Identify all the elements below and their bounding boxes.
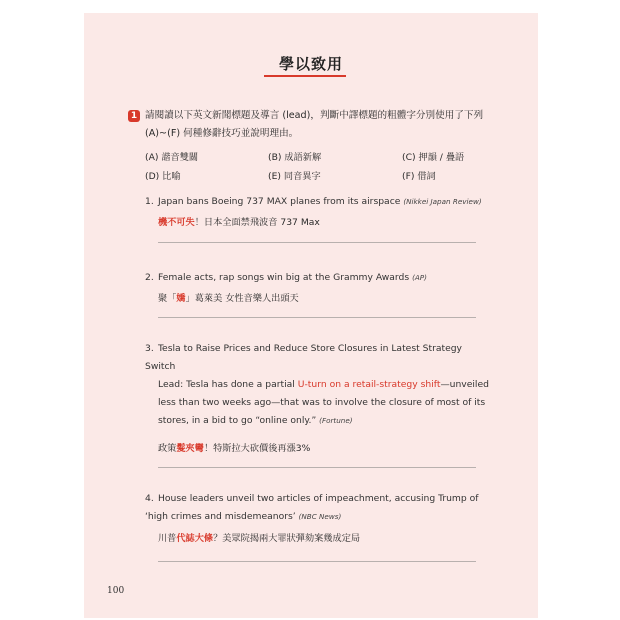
- news-source: (AP): [412, 273, 427, 282]
- chinese-title-prefix: 聚「: [158, 293, 177, 304]
- headline-text: Japan bans Boeing 737 MAX planes from its airspace: [158, 196, 401, 207]
- highlighted-phrase: 嬌: [176, 293, 186, 304]
- item-3-lead: [158, 376, 490, 430]
- book-page: [84, 13, 538, 618]
- item-number: 2.: [145, 272, 154, 283]
- question-number-badge: 1: [128, 110, 140, 122]
- option-e: (E) 同音異字: [268, 171, 321, 182]
- page-number: 100: [107, 586, 125, 596]
- item-4-chinese-title: [158, 530, 360, 544]
- option-b: (B) 成語新解: [268, 152, 322, 163]
- chinese-title-prefix: 川普: [158, 533, 177, 544]
- highlighted-phrase: 代誌大條: [176, 533, 214, 544]
- option-f: (F) 借詞: [402, 171, 436, 182]
- answer-line: [158, 317, 476, 318]
- lead-text-cont: —unveiled less than two weeks ago—that was to involve the closure of most of its stores, in a bid to go “online only.”: [158, 379, 489, 426]
- option-a: (A) 諧音雙關: [145, 152, 199, 163]
- item-3-chinese-title: [158, 440, 310, 454]
- highlighted-phrase: 機不可失: [158, 217, 195, 228]
- title-underline: [264, 75, 346, 77]
- item-2-headline: [145, 269, 490, 287]
- answer-line: [158, 561, 476, 562]
- item-number: 1.: [145, 196, 154, 207]
- highlighted-phrase: 髮夾彎: [176, 443, 204, 454]
- item-1-headline: [145, 193, 490, 211]
- item-1-chinese-title: [158, 214, 320, 228]
- page-title: 學以致用: [278, 55, 343, 73]
- chinese-title-prefix: 政策: [158, 443, 177, 454]
- headline-text: Tesla to Raise Prices and Reduce Store Closures in Latest Strategy Switch: [145, 343, 462, 372]
- item-4-headline: [145, 490, 490, 526]
- headline-text: House leaders unveil two articles of impeachment, accusing Trump of ‘high crimes and misdemeanors’: [145, 493, 479, 522]
- chinese-title-rest: ？美眾院揭兩大罪狀彈劾案幾成定局: [213, 533, 361, 544]
- headline-text: Female acts, rap songs win big at the Grammy Awards: [158, 272, 410, 283]
- lead-highlight: U-turn on a retail-strategy shift: [297, 379, 441, 390]
- answer-line: [158, 467, 476, 468]
- chinese-title-rest: ！日本全面禁飛波音 737 Max: [194, 217, 320, 228]
- news-source: (NBC News): [298, 512, 342, 521]
- answer-line: [158, 242, 476, 243]
- option-d: (D) 比喻: [145, 171, 181, 182]
- item-number: 3.: [145, 343, 154, 354]
- option-c: (C) 押韻 / 疊語: [402, 152, 465, 163]
- chinese-title-rest: ！特斯拉大砍價後再漲3%: [203, 443, 311, 454]
- chinese-title-rest: 」葛萊美 女性音樂人出頭天: [185, 293, 299, 304]
- news-source: (Nikkei Japan Review): [403, 197, 482, 206]
- item-2-chinese-title: [158, 290, 299, 304]
- item-number: 4.: [145, 493, 154, 504]
- news-source: (Fortune): [319, 416, 353, 425]
- lead-text: Lead: Tesla has done a partial: [158, 379, 298, 390]
- item-3-headline: [145, 340, 490, 376]
- question-instruction: 請閱讀以下英文新聞標題及導言 (lead)，判斷中譯標題的粗體字分別使用了下列 (A)~(F) 何種修辭技巧並說明理由。: [145, 110, 484, 139]
